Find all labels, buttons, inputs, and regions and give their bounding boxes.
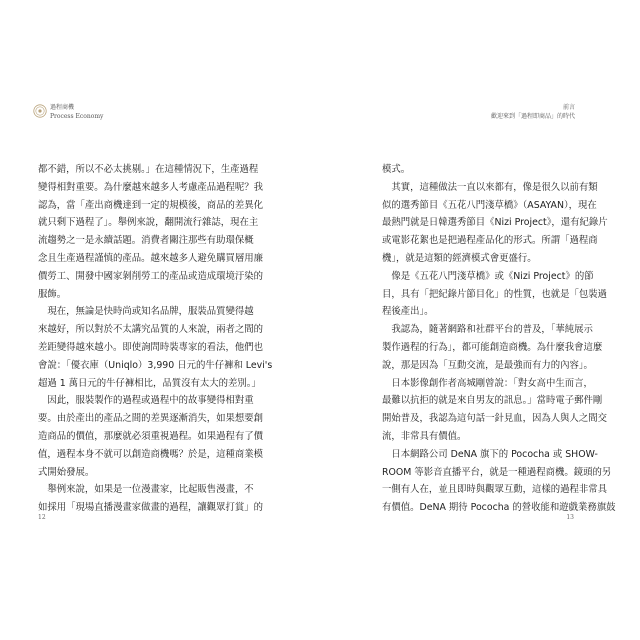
- running-header-right: [491, 103, 575, 121]
- text-line: 日本網路公司 DeNA 旗下的 Pococha 或 SHOW-: [382, 448, 598, 460]
- text-line: 日本影像創作者高城剛曾說：「對女高中生而言，: [382, 377, 593, 389]
- page-number-left: 12: [38, 514, 46, 521]
- text-line: 最熱門就是日韓選秀節目《Nizi Project》，還有紀錄片: [382, 217, 608, 229]
- book-gutter: [280, 88, 330, 548]
- text-line: 差距變得越來越小。即使詢問時裝專家的看法，他們也: [38, 341, 264, 353]
- left-text-column: [38, 161, 276, 517]
- text-line: 變得相對重要。為什麼越來越多人考慮產品過程呢？我: [38, 181, 264, 193]
- text-line: 模式。: [382, 164, 411, 175]
- text-line: 會說：「優衣庫（Uniqlo）3,990 日元的牛仔褲和 Levi's: [38, 359, 273, 371]
- chapter-title: 歡迎來到「過程即商品」的時代: [490, 113, 575, 120]
- book-subtitle: Process Economy: [50, 113, 104, 120]
- text-line: 一側有人在，並且即時與觀眾互動，這樣的過程非常具: [382, 484, 608, 496]
- chapter-label: 前言: [562, 104, 575, 111]
- text-line: 都不錯，所以不必太挑剔。」在這種情況下，生產過程: [38, 164, 259, 175]
- text-line: 流趨勢之一是永續話題。消費者關注那些有助環保概: [38, 235, 254, 247]
- text-line: 要。由於產出的產品之間的差異逐漸消失，如果想要創: [38, 413, 264, 425]
- text-line: 最難以抗拒的就是來自男友的訊息。」當時電子郵件剛: [382, 395, 603, 407]
- text-line: ROOM 等影音直播平台，就是一種過程商機。鏡頭的另: [382, 466, 612, 478]
- text-line: 服飾。: [38, 288, 67, 300]
- text-line: 舉例來說，如果是一位漫畫家，比起販售漫畫，不: [38, 484, 254, 496]
- text-line: 因此，服裝製作的過程或過程中的故事變得相對重: [38, 395, 254, 407]
- text-line: 其實，這種做法一直以來都有，像是很久以前有類: [382, 181, 598, 193]
- text-line: 目，具有「把紀錄片節目化」的性質，也就是「包裝過: [382, 288, 608, 300]
- text-line: 認為，當「產出商機達到一定的規模後，商品的差異化: [38, 199, 264, 211]
- text-line: 程後產出」。: [382, 306, 434, 318]
- text-line: 超過 1 萬日元的牛仔褲相比，品質沒有太大的差別。」: [38, 377, 261, 389]
- running-header-left: [50, 103, 103, 121]
- right-text-column: [382, 161, 620, 517]
- book-logo-icon: [33, 104, 47, 118]
- right-page: [330, 88, 616, 548]
- text-line: 值，過程本身不就可以創造商機嗎？於是，這種商業模: [38, 448, 264, 460]
- text-line: 如採用「現場直播漫畫家做畫的過程，讓觀眾打賞」的: [38, 502, 264, 514]
- left-body-text: [38, 161, 276, 517]
- text-line: 或電影花絮也是把過程產品化的形式。所謂「過程商: [382, 235, 598, 247]
- text-line: 來越好，所以對於不太講究品質的人來說，兩者之間的: [38, 324, 264, 336]
- text-line: 開始普及，我認為這句話一針見血，因為人與人之間交: [382, 413, 608, 425]
- text-line: 造商品的價值，那麼就必須重視過程。如果過程有了價: [38, 430, 264, 442]
- text-line: 機」，就是這類的經濟模式會更盛行。: [382, 252, 537, 264]
- book-title: 過程商機: [50, 104, 75, 111]
- text-line: 流，非常具有價值。: [382, 430, 467, 442]
- text-line: 式開始發展。: [38, 466, 95, 478]
- text-line: 就只剩下過程了」。舉例來說，翻開流行雜誌，現在主: [38, 217, 259, 229]
- text-line: 念且生產過程謹慎的產品。越來越多人避免購買層用廉: [38, 252, 264, 264]
- right-body-text: [382, 161, 620, 517]
- text-line: 製作過程的行為」，都可能創造商機。為什麼我會這麼: [382, 341, 603, 353]
- text-line: 像是《五花八門淺草橋》或《Nizi Project》的節: [382, 270, 594, 282]
- text-line: 現在，無論是快時尚或知名品牌，服裝品質變得越: [38, 306, 254, 318]
- text-line: 有價值。DeNA 期待 Pococha 的營收能和遊戲業務旗鼓: [382, 502, 616, 514]
- text-line: 似的選秀節目《五花八門淺草橋》（ASAYAN），現在: [382, 199, 597, 211]
- text-line: 說，那是因為「互動交流，是最強而有力的內容」。: [382, 359, 593, 371]
- text-line: 價勞工、開發中國家剝削勞工的產品或造成環境汙染的: [38, 270, 264, 282]
- page-number-right: 13: [566, 514, 574, 521]
- left-page: [0, 88, 280, 548]
- text-line: 我認為，隨著網路和社群平台的普及，「華純展示: [382, 324, 593, 336]
